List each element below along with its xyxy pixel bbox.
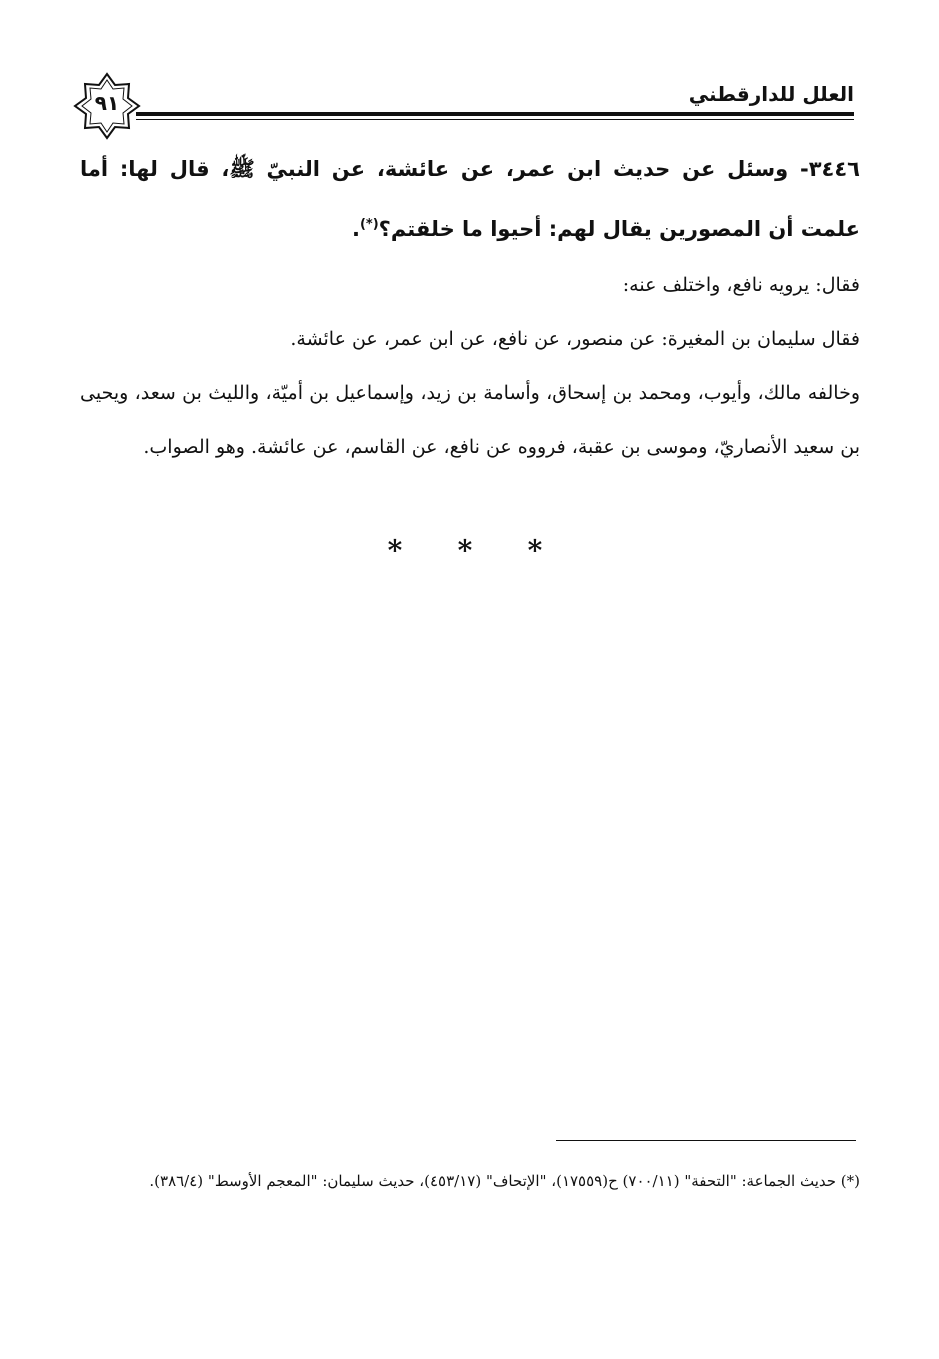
question-entry	[80, 142, 860, 257]
header-rule-thick	[136, 112, 854, 116]
section-separator	[360, 534, 580, 567]
separator-asterisk: *	[387, 534, 403, 567]
answer-paragraph: فقال سليمان بن المغيرة: عن منصور، عن نافع، عن ابن عمر، عن عائشة.	[290, 328, 860, 350]
book-title: العلل للدارقطني	[688, 82, 854, 106]
footnote-rule	[556, 1140, 856, 1141]
footnote-marker: (*)	[359, 217, 379, 232]
separator-asterisk: *	[527, 534, 543, 567]
question-end: .	[351, 217, 360, 241]
answer-paragraph: وخالفه مالك، وأيوب، ومحمد بن إسحاق، وأسامة بن زيد، وإسماعيل بن أميّة، والليث بن سعد، ويحيى بن سعيد الأنصاريّ، وموسى بن عقبة، فرووه عن نافع، عن القاسم، عن عائشة. وهو الصواب.	[80, 382, 860, 458]
page-number-badge	[72, 71, 142, 141]
answer-paragraph: فقال: يرويه نافع، واختلف عنه:	[622, 274, 860, 296]
answer-block	[80, 258, 860, 474]
separator-asterisk: *	[457, 534, 473, 567]
page-number: ٩١	[94, 91, 120, 115]
header-rule-thin	[136, 119, 854, 120]
question-text: ٣٤٤٦- وسئل عن حديث ابن عمر، عن عائشة، عن النبيّ ﷺ، قال لها: أما علمت أن المصورين يقال لهم: أحيوا ما خلقتم؟	[80, 157, 860, 241]
footnote: (*) حديث الجماعة: "التحفة" (٧٠٠/١١) ح(١٧٥٥٩)، "الإتحاف" (٤٥٣/١٧)، حديث سليمان: "المعجم الأوسط" (٣٨٦/٤).	[149, 1172, 860, 1190]
